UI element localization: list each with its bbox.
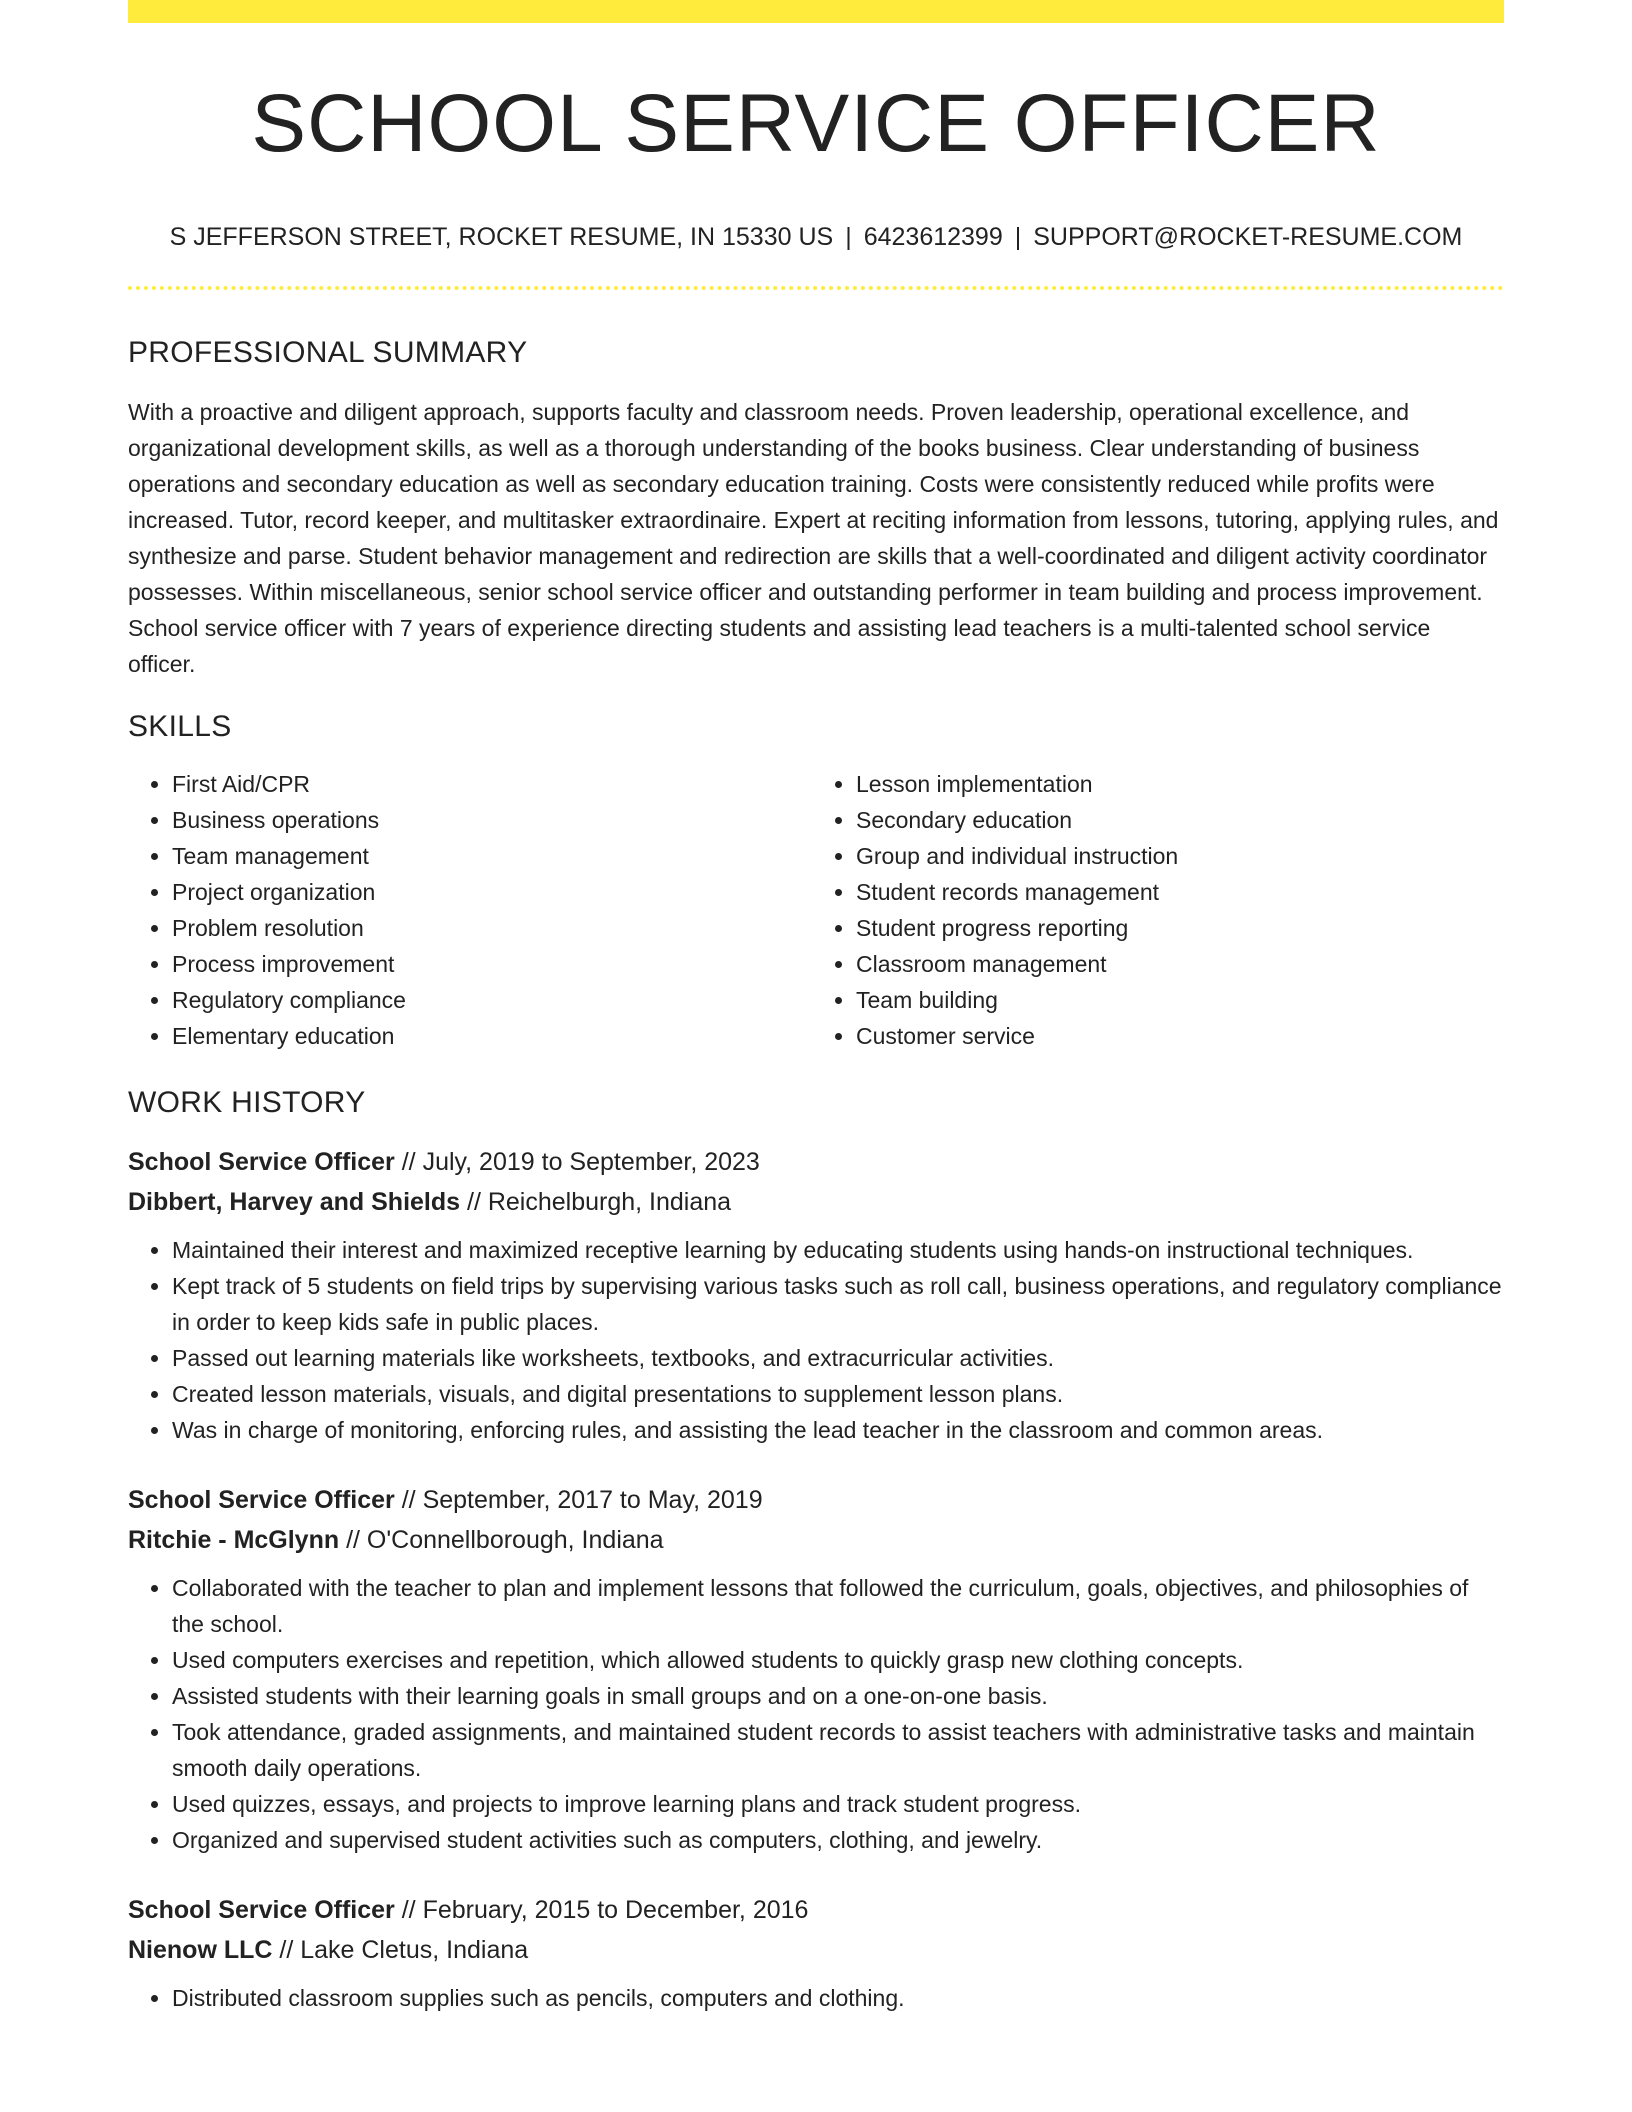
skill-item: • Lesson implementation [856,766,1490,802]
job-dates: // February, 2015 to December, 2016 [394,1896,809,1924]
skill-item: • First Aid/CPR [172,766,806,802]
contact-separator: | [1014,223,1022,251]
skill-item: • Problem resolution [172,910,806,946]
job-location: // Lake Cletus, Indiana [272,1936,529,1964]
top-accent-bar [128,0,1504,23]
skill-item: • Team building [856,982,1490,1018]
resume-page [128,0,1504,2016]
skill-item: • Project organization [172,874,806,910]
job-title-line [128,1142,1504,1182]
skill-item: • Regulatory compliance [172,982,806,1018]
skill-item: • Business operations [172,802,806,838]
skill-item: • Student records management [856,874,1490,910]
header-divider [128,286,1504,290]
job-bullet: • Used computers exercises and repetition, which allowed students to quickly grasp new clothing concepts. [172,1642,1504,1678]
job-role: School Service Officer [128,1148,395,1176]
skill-item: • Process improvement [172,946,806,982]
job-bullets [128,1570,1504,1858]
contact-address: S JEFFERSON STREET, ROCKET RESUME, IN 15330 US [169,223,834,251]
contact-separator: | [845,223,852,251]
skills-list-left [128,766,806,1054]
job-bullet: • Passed out learning materials like worksheets, textbooks, and extracurricular activities. [172,1340,1504,1376]
skills-heading: SKILLS [128,710,232,743]
job-bullet: • Used quizzes, essays, and projects to improve learning plans and track student progress. [172,1786,1504,1822]
contact-line [128,225,1504,250]
job-company-line [128,1182,1504,1222]
job-company: Dibbert, Harvey and Shields [128,1188,461,1216]
job-company-line [128,1930,1504,1970]
skill-item: • Team management [172,838,806,874]
job-company: Nienow LLC [128,1936,273,1964]
job-title-line [128,1480,1504,1520]
job-entry [128,1142,1504,1448]
skills-list-right [806,766,1490,1054]
resume-name: SCHOOL SERVICE OFFICER [251,78,1381,169]
job-entry [128,1890,1504,2016]
job-bullet: • Took attendance, graded assignments, and maintained student records to assist teachers with administrative tasks and maintain smooth daily operations. [172,1714,1504,1786]
job-dates: // September, 2017 to May, 2019 [394,1486,763,1514]
job-company: Ritchie - McGlynn [128,1526,340,1554]
job-company-line [128,1520,1504,1560]
contact-email: SUPPORT@ROCKET-RESUME.COM [1033,223,1463,251]
job-bullet: • Was in charge of monitoring, enforcing rules, and assisting the lead teacher in the classroom and common areas. [172,1412,1504,1448]
skill-item: • Elementary education [172,1018,806,1054]
skill-item: • Secondary education [856,802,1490,838]
skill-item: • Student progress reporting [856,910,1490,946]
skill-item: • Classroom management [856,946,1490,982]
contact-phone: 6423612399 [863,223,1003,251]
skills-columns [128,766,1504,1054]
job-role: School Service Officer [128,1486,395,1514]
job-title-line [128,1890,1504,1930]
summary-text: With a proactive and diligent approach, supports faculty and classroom needs. Proven leadership, operational excellence, and organizational development skills, as well as a thorough understanding of the books business. Clear understanding of business operations and secondary education as well as secondary education training. Costs were consistently reduced while profits were increased. Tutor, record keeper, and multitasker extraordinaire. Expert at reciting information from lessons, tutoring, applying rules, and synthesize and parse. Student behavior management and redirection are skills that a well-coordinated and diligent activity coordinator possesses. Within miscellaneous, senior school service officer and outstanding performer in team building and process improvement. School service officer with 7 years of experience directing students and assisting lead teachers is a multi-talented school service officer. [128,399,1499,677]
job-location: // O'Connellborough, Indiana [339,1526,664,1554]
summary-heading: PROFESSIONAL SUMMARY [128,336,528,369]
job-bullet: • Organized and supervised student activities such as computers, clothing, and jewelry. [172,1822,1504,1858]
job-bullets [128,1232,1504,1448]
job-bullet: • Assisted students with their learning goals in small groups and on a one-on-one basis. [172,1678,1504,1714]
job-bullet: • Created lesson materials, visuals, and digital presentations to supplement lesson plans. [172,1376,1504,1412]
job-bullet: • Kept track of 5 students on field trips by supervising various tasks such as roll call, business operations, and regulatory compliance in order to keep kids safe in public places. [172,1268,1504,1340]
job-entry [128,1480,1504,1858]
job-location: // Reichelburgh, Indiana [460,1188,732,1216]
job-bullet: • Maintained their interest and maximized receptive learning by educating students using hands-on instructional techniques. [172,1232,1504,1268]
job-bullet: • Collaborated with the teacher to plan and implement lessons that followed the curriculum, goals, objectives, and philosophies of the school. [172,1570,1504,1642]
job-dates: // July, 2019 to September, 2023 [394,1148,760,1176]
job-bullets [128,1980,1504,2016]
skill-item: • Customer service [856,1018,1490,1054]
job-bullet: • Distributed classroom supplies such as pencils, computers and clothing. [172,1980,1504,2016]
skill-item: • Group and individual instruction [856,838,1490,874]
work-history-heading: WORK HISTORY [128,1086,366,1119]
job-role: School Service Officer [128,1896,395,1924]
